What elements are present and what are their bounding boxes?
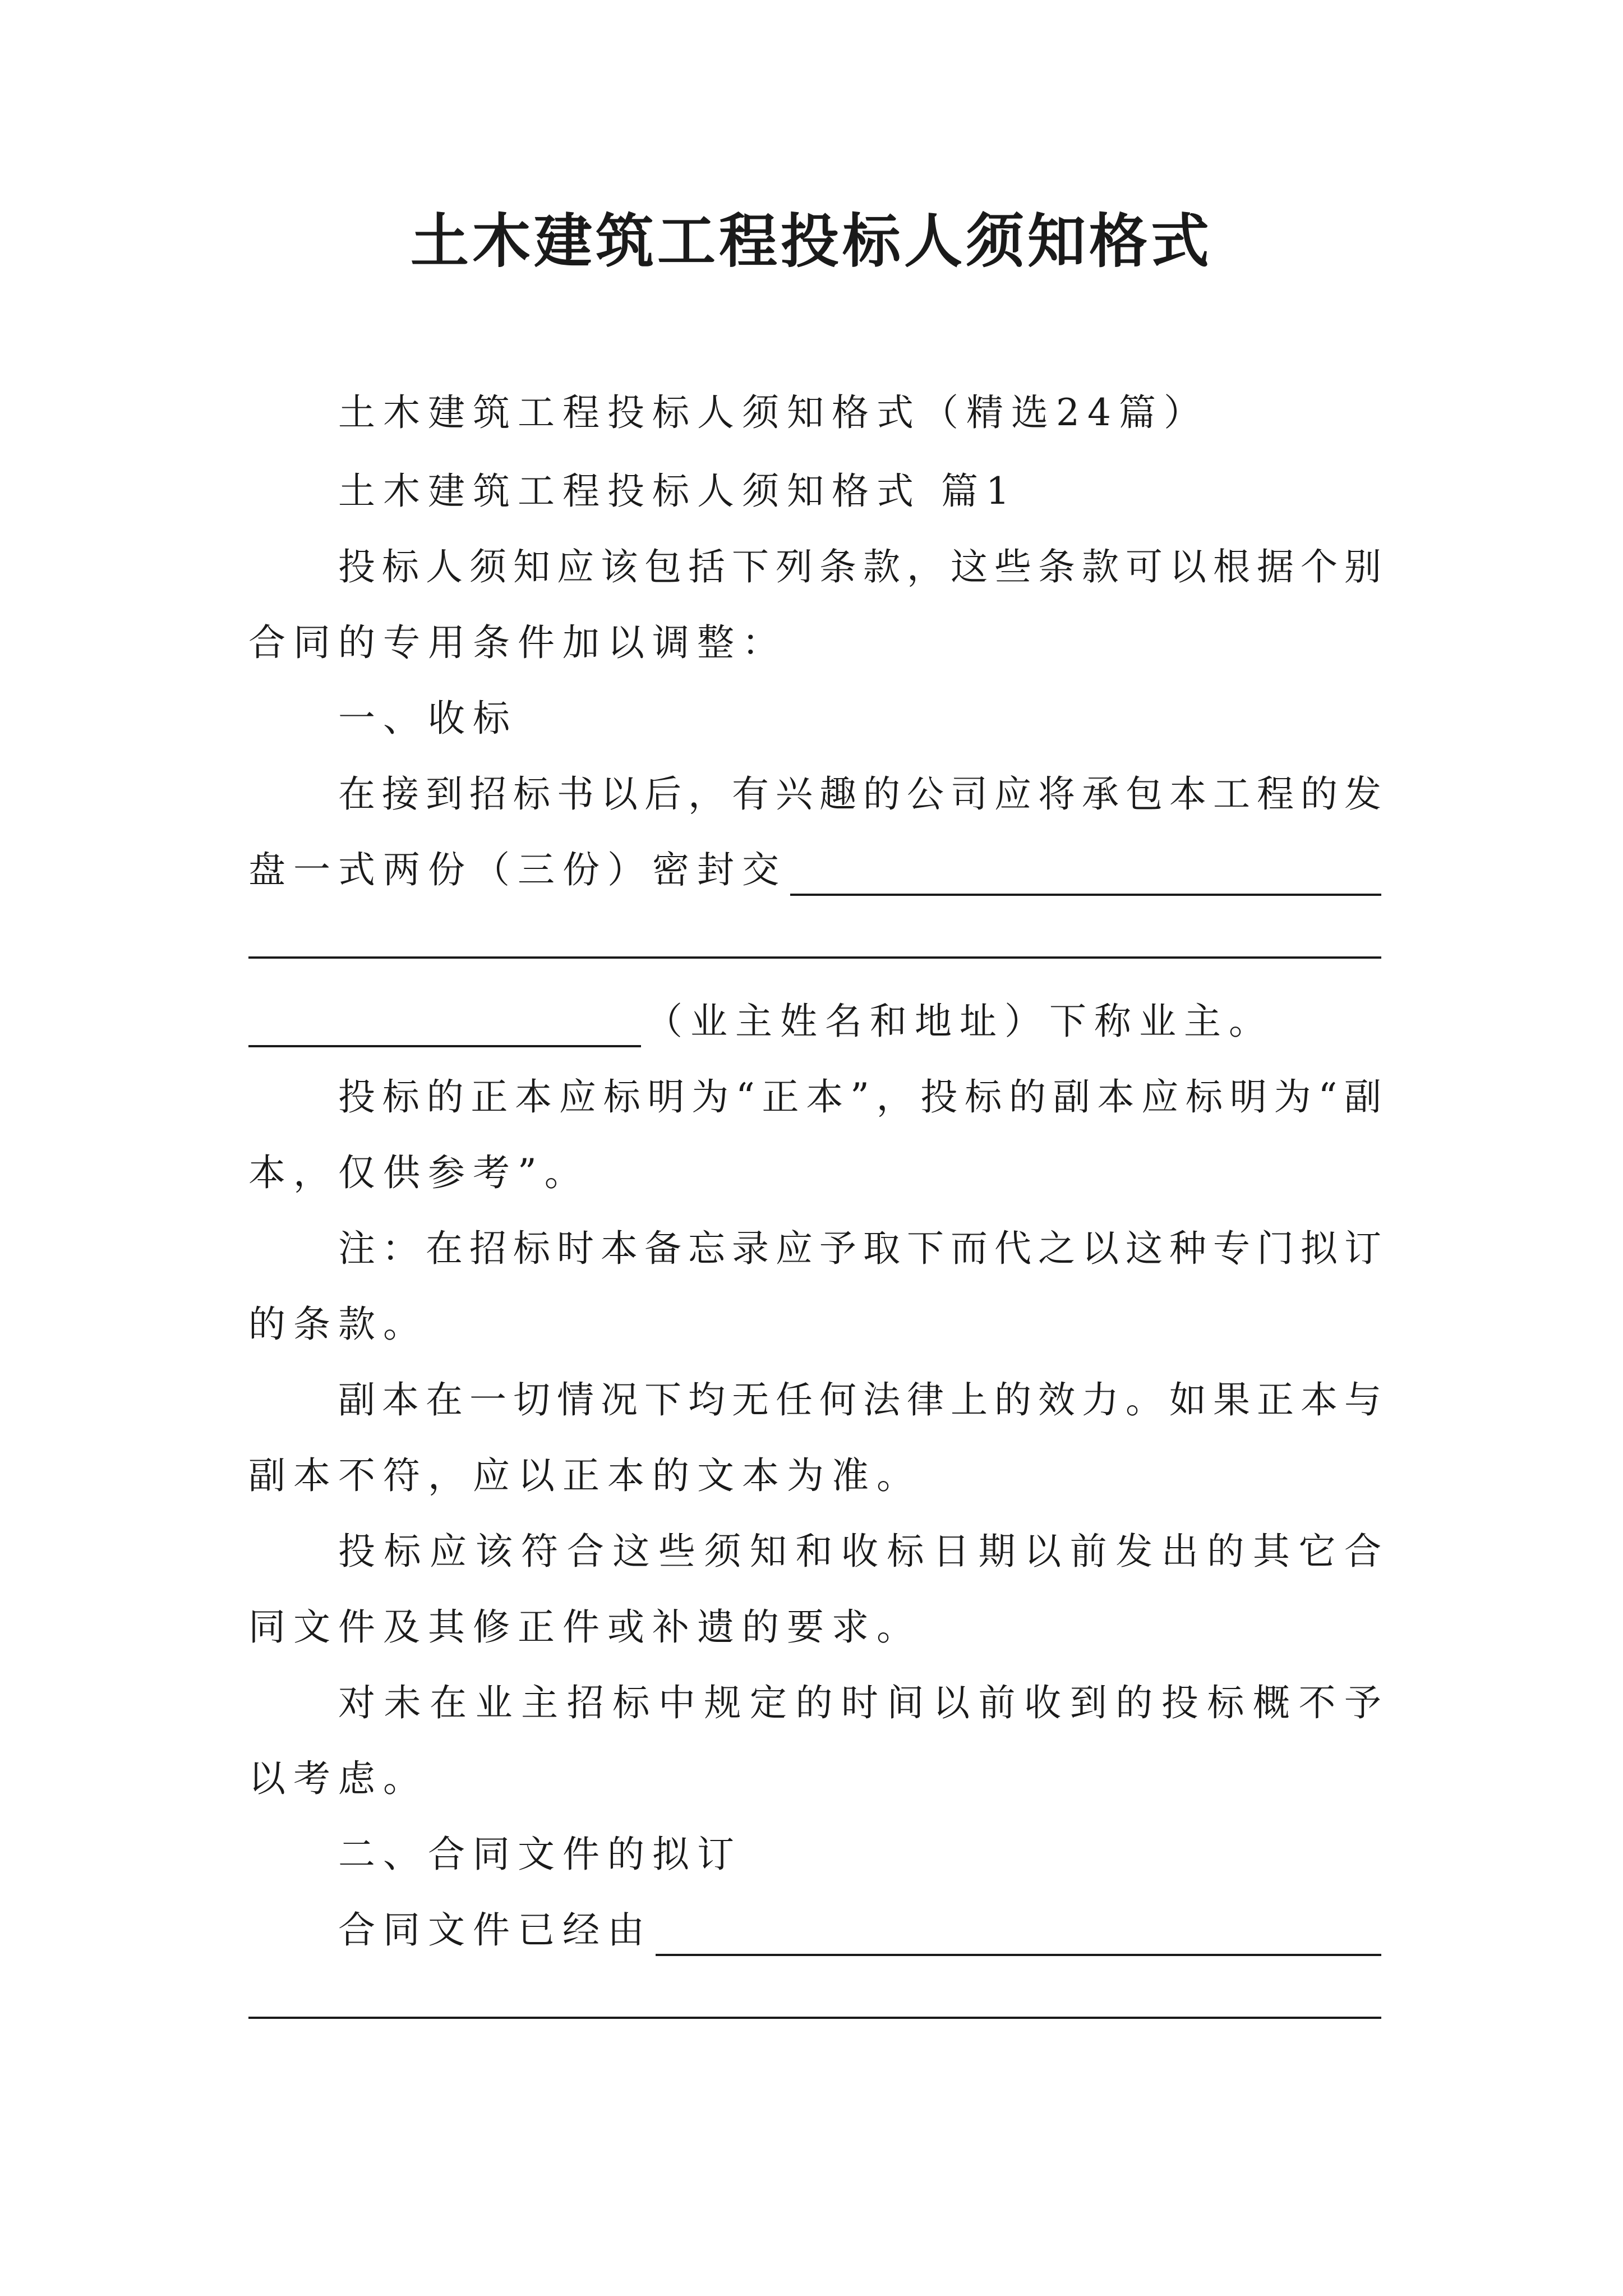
heading-contract-documents: 二、合同文件的拟订: [338, 1833, 742, 1876]
paragraph-line: 对未在业主招标中规定的时间以前收到的投标概不予: [338, 1681, 1381, 1724]
paragraph-line-with-blank: [248, 996, 1381, 1047]
paragraph-text: 合同文件已经由: [338, 1908, 652, 1952]
paragraph-line: 以考虑。: [248, 1757, 428, 1800]
paragraph-line: 本，仅供参考”。: [248, 1151, 589, 1194]
paragraph-line: 注：在招标时本备忘录应予取下而代之以这种专门拟订: [338, 1227, 1381, 1270]
subtitle-line: 土木建筑工程投标人须知格式（精选24篇）: [338, 391, 1209, 434]
paragraph-line-with-blank: [248, 844, 1381, 896]
paragraph-line: 的条款。: [248, 1303, 428, 1346]
paragraph-line-with-blank: [248, 1904, 1381, 1956]
heading-receipt: 一、收标: [338, 697, 518, 740]
paragraph-text: （业主姓名和地址）下称业主。: [645, 1000, 1274, 1043]
paragraph-line: 副本不符，应以正本的文本为准。: [248, 1454, 921, 1497]
fill-in-blank[interactable]: [790, 854, 1381, 896]
document-title: 土木建筑工程投标人须知格式: [410, 206, 1212, 275]
paragraph-line: 在接到招标书以后，有兴趣的公司应将承包本工程的发: [338, 772, 1381, 816]
paragraph-line: 副本在一切情况下均无任何法律上的效力。如果正本与: [338, 1378, 1381, 1421]
fill-in-blank[interactable]: [656, 1915, 1381, 1956]
paragraph-line: 合同的专用条件加以调整：: [248, 621, 787, 664]
fill-in-blank[interactable]: [248, 1006, 641, 1047]
paragraph-line: 投标应该符合这些须知和收标日期以前发出的其它合: [338, 1530, 1381, 1573]
paragraph-line: 同文件及其修正件或补遗的要求。: [248, 1605, 921, 1649]
paragraph-text: 盘一式两份（三份）密封交: [248, 848, 787, 891]
fill-in-blank[interactable]: [248, 956, 1381, 959]
fill-in-blank[interactable]: [248, 2017, 1381, 2019]
paragraph-line: 投标人须知应该包括下列条款，这些条款可以根据个别: [338, 545, 1381, 588]
paragraph-line: 投标的正本应标明为“正本”，投标的副本应标明为“副: [338, 1075, 1381, 1119]
section-heading-line: 土木建筑工程投标人须知格式 篇1: [338, 470, 1017, 513]
